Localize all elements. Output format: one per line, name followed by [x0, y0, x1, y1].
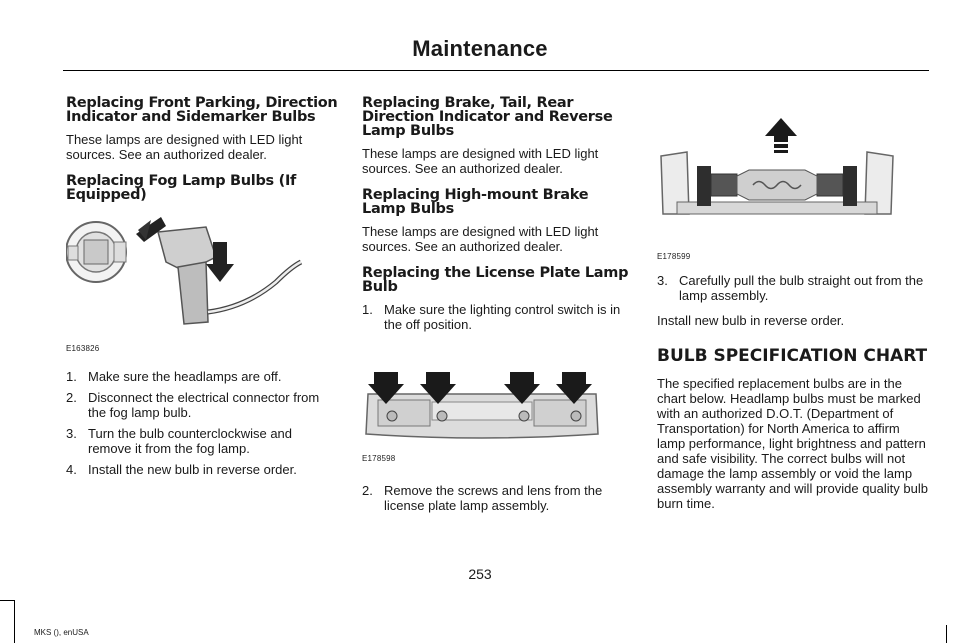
column-2 — [362, 96, 632, 523]
paragraph-bulb-chart: The specified replacement bulbs are in the chart below. Headlamp bulbs must be marked with an authorized D.O.T. (Department of Transportation) for North America to affirm lamp performance, light brightness and pattern and safe visibility. The correct bulbs will not damage the lamp assembly or void the lamp assembly warranty and will provide quality bulb burn time. — [657, 376, 928, 511]
list-item: 3. Carefully pull the bulb straight out from the lamp assembly. — [657, 273, 924, 303]
list-item: 1. Make sure the lighting control switch is in the off position. — [362, 302, 621, 332]
figure-code: E178598 — [362, 454, 396, 463]
footer-code: MKS (), enUSA — [34, 628, 89, 637]
section-heading-bulb-chart: BULB SPECIFICATION CHART — [657, 346, 928, 366]
figure-code: E178599 — [657, 252, 691, 261]
paragraph-brake-tail: These lamps are designed with LED light sources. See an authorized dealer. — [362, 146, 599, 176]
license-plate-step-2 — [362, 483, 632, 513]
header-divider — [63, 70, 929, 71]
fog-lamp-steps — [66, 369, 338, 477]
license-plate-step-1 — [362, 302, 632, 332]
figure-code: E163826 — [66, 344, 100, 353]
figure-license-lens — [362, 372, 632, 463]
paragraph-front-parking: These lamps are designed with LED light sources. See an authorized dealer. — [66, 132, 303, 162]
license-lens-illustration — [362, 372, 602, 444]
section-heading-front-parking: Replacing Front Parking, Direction Indicator and Sidemarker Bulbs — [66, 95, 338, 125]
section-heading-high-mount: Replacing High-mount Brake Lamp Bulbs — [362, 187, 589, 217]
column-1 — [66, 96, 338, 487]
list-item: 2. Remove the screws and lens from the license plate lamp assembly. — [362, 483, 603, 513]
list-item: 1. Make sure the headlamps are off. — [66, 369, 282, 384]
crop-mark — [946, 625, 947, 643]
crop-mark — [0, 600, 14, 601]
paragraph-high-mount: These lamps are designed with LED light sources. See an authorized dealer. — [362, 224, 599, 254]
list-item: 2. Disconnect the electrical connector from the fog lamp bulb. — [66, 390, 320, 420]
figure-fog-lamp — [66, 212, 338, 353]
column-3 — [657, 96, 929, 521]
page-number: 253 — [468, 566, 492, 582]
fog-lamp-illustration — [66, 212, 306, 342]
figure-license-bulb — [657, 118, 929, 261]
section-heading-license-plate: Replacing the License Plate Lamp Bulb — [362, 265, 629, 295]
section-heading-fog-lamp: Replacing Fog Lamp Bulbs (If Equipped) — [66, 173, 297, 203]
paragraph-install: Install new bulb in reverse order. — [657, 313, 845, 328]
page-title: Maintenance — [412, 36, 548, 61]
section-heading-brake-tail: Replacing Brake, Tail, Rear Direction Indicator and Reverse Lamp Bulbs — [362, 95, 613, 139]
crop-mark — [14, 600, 15, 643]
license-plate-step-3 — [657, 273, 929, 303]
list-item: 4. Install the new bulb in reverse order. — [66, 462, 297, 477]
list-item: 3. Turn the bulb counterclockwise and remove it from the fog lamp. — [66, 426, 293, 456]
license-bulb-illustration — [657, 118, 897, 222]
